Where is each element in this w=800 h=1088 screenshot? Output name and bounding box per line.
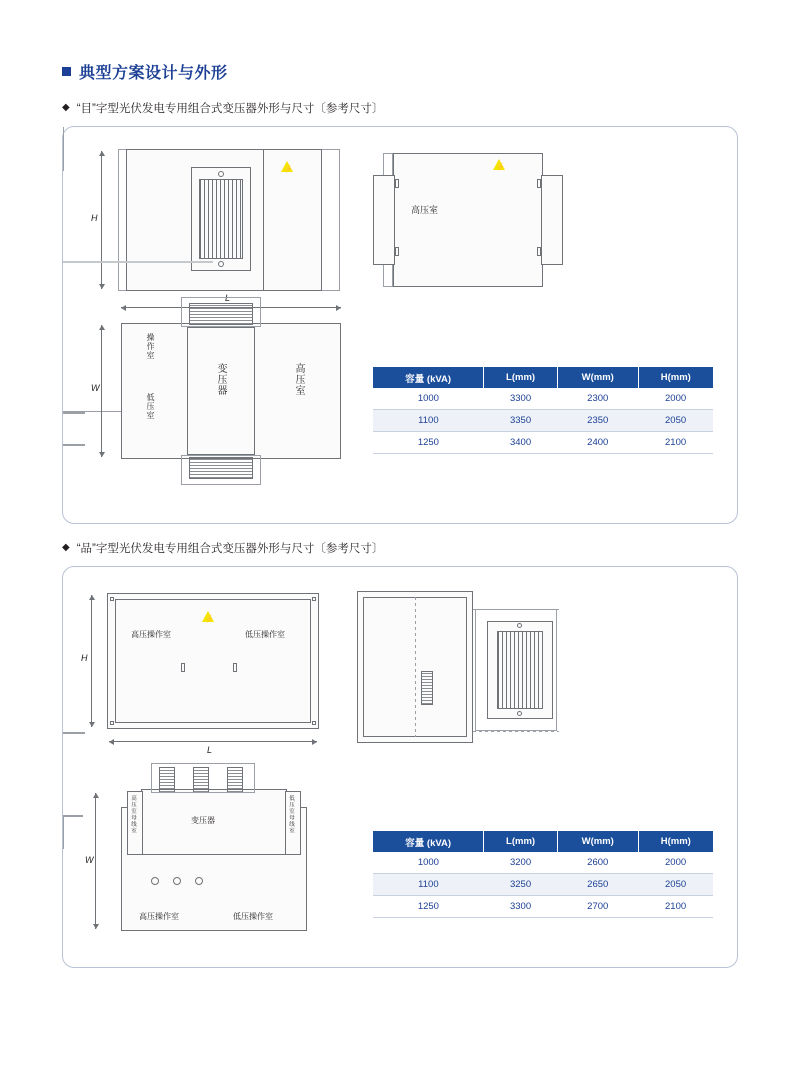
th-capacity: 容量 (kVA) — [373, 831, 484, 852]
subtitle-block-1-text: “目”字型光伏发电专用组合式变压器外形与尺寸〔参考尺寸〕 — [76, 103, 384, 115]
plan-room-label-small: 操作室 — [146, 333, 155, 360]
th-capacity: 容量 (kVA) — [373, 367, 484, 388]
cell-capacity: 1100 — [373, 874, 484, 896]
cell-capacity: 1000 — [373, 388, 484, 410]
drawing-2-plan-view — [63, 567, 294, 921]
th-l: L(mm) — [484, 831, 558, 852]
dimension-table-1 — [373, 367, 713, 454]
cell-l: 3250 — [484, 874, 558, 896]
table-row — [373, 896, 713, 918]
plan-room-label-hv: 高压室 — [293, 363, 304, 396]
cell-h: 2100 — [638, 896, 713, 918]
plan-room-label-transformer: 变压器 — [215, 363, 226, 396]
drawing-2-front-elevation: ⚡ 高压操作室 低压操作室 H L — [63, 567, 83, 849]
table-row — [373, 388, 713, 410]
cell-capacity: 1000 — [373, 852, 484, 874]
plan-side-room-right: 低压室母线室 — [288, 795, 294, 834]
cell-w: 2600 — [557, 852, 638, 874]
plan-room-label-hv-2: 高压操作室 — [139, 912, 179, 921]
th-l: L(mm) — [484, 367, 558, 388]
diamond-bullet-icon: ◆ — [62, 102, 70, 113]
front-room-label: 高压室 — [411, 205, 439, 215]
cell-capacity: 1100 — [373, 410, 484, 432]
cell-w: 2700 — [557, 896, 638, 918]
cell-h: 2000 — [638, 388, 713, 410]
cell-l: 3200 — [484, 852, 558, 874]
table-header-row — [373, 831, 713, 852]
table-row — [373, 874, 713, 896]
cell-capacity: 1250 — [373, 432, 484, 454]
cell-w: 2400 — [557, 432, 638, 454]
dimension-l-line-2 — [109, 741, 317, 742]
subtitle-block-1 — [62, 100, 383, 116]
table-row — [373, 410, 713, 432]
plan-room-label-lv: 低压室 — [146, 393, 155, 420]
plan-room-label-lv-2: 低压操作室 — [233, 912, 273, 921]
drawing-1-front-elevation: ⚡ H — [63, 127, 285, 414]
front-room-label-hv: 高压操作室 — [131, 630, 171, 639]
cell-h: 2050 — [638, 410, 713, 432]
th-h: H(mm) — [638, 367, 713, 388]
drawing-1-right-elevation: ⚡ 高压室 — [63, 127, 213, 263]
cell-l: 3350 — [484, 410, 558, 432]
dimension-w-label: W — [91, 383, 100, 393]
dimension-w-line — [101, 325, 102, 457]
cell-w: 2650 — [557, 874, 638, 896]
th-w: W(mm) — [557, 367, 638, 388]
th-h: H(mm) — [638, 831, 713, 852]
cell-capacity: 1250 — [373, 896, 484, 918]
cell-l: 3300 — [484, 388, 558, 410]
bullet-square-icon — [62, 67, 71, 76]
panel-block-2 — [62, 566, 738, 968]
dimension-h-label: H — [91, 213, 98, 223]
page-title-text: 典型方案设计与外形 — [79, 65, 228, 82]
cell-h: 2000 — [638, 852, 713, 874]
page-title — [62, 60, 228, 83]
cell-h: 2050 — [638, 874, 713, 896]
dimension-l-label-2: L — [207, 745, 213, 755]
cell-w: 2300 — [557, 388, 638, 410]
subtitle-block-2 — [62, 540, 383, 556]
dimension-table-2 — [373, 831, 713, 918]
cell-h: 2100 — [638, 432, 713, 454]
front-room-label-lv: 低压操作室 — [245, 630, 285, 639]
table-row — [373, 852, 713, 874]
cell-l: 3300 — [484, 896, 558, 918]
subtitle-block-2-text: “品”字型光伏发电专用组合式变压器外形与尺寸〔参考尺寸〕 — [76, 543, 384, 555]
table-header-row — [373, 367, 713, 388]
diamond-bullet-icon-2: ◆ — [62, 542, 70, 553]
dimension-l-label: L — [225, 293, 231, 303]
dimension-w-label-2: W — [85, 855, 94, 865]
dimension-w-line-2 — [95, 793, 96, 929]
cell-l: 3400 — [484, 432, 558, 454]
dimension-h-label-2: H — [81, 653, 88, 663]
panel-block-1 — [62, 126, 738, 524]
plan-transformer-label: 变压器 — [191, 816, 215, 825]
plan-side-room-left: 高压室母线室 — [130, 795, 136, 834]
th-w: W(mm) — [557, 831, 638, 852]
table-row — [373, 432, 713, 454]
cell-w: 2350 — [557, 410, 638, 432]
